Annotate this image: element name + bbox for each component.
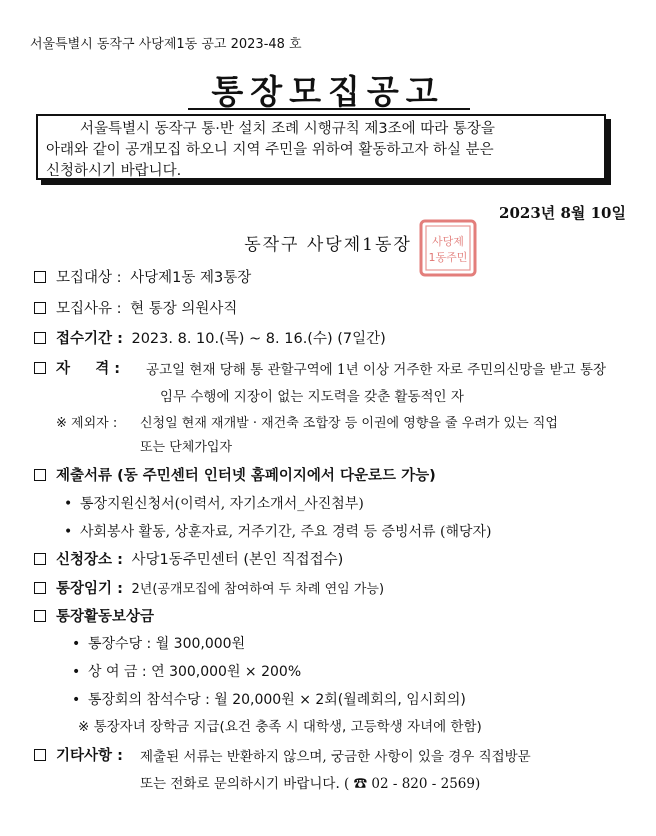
item-qualification [34, 357, 120, 378]
intro-box [36, 114, 606, 180]
checkbox-icon [34, 302, 46, 314]
item-label: 기타사항 : [56, 748, 123, 764]
intro-line: 아래와 같이 공개모집 하오니 지역 주민을 위하여 활동하고자 하실 분은 [46, 142, 494, 158]
item-label: 제출서류 (동 주민센터 인터넷 홈페이지에서 다운로드 가능) [56, 468, 436, 484]
checkbox-icon [34, 749, 46, 761]
item-value: 현 통장 의원사직 [130, 301, 238, 317]
exclusion-line: 신청일 현재 재개발 · 재건축 조합장 등 이권에 영향을 줄 우려가 있는 직업 [140, 416, 558, 431]
document-bullet: • 통장지원신청서(이력서, 자기소개서_사진첨부) [64, 496, 364, 512]
item-label: 통장활동보상금 [56, 609, 155, 625]
title-underline [188, 108, 470, 110]
intro-line: 서울특별시 동작구 통·반 설치 조례 시행규칙 제3조에 따라 통장을 [80, 121, 495, 137]
compensation-note: ※ 통장자녀 장학금 지급(요건 충족 시 대학생, 고등학생 자녀에 한함) [78, 719, 482, 735]
office-name: 동작구 사당제1동장 [244, 235, 412, 255]
svg-text:사당제: 사당제 [432, 235, 464, 248]
etc-line: 제출된 서류는 반환하지 않으며, 궁금한 사항이 있을 경우 직접방문 [140, 749, 531, 765]
item-term [34, 577, 384, 598]
qualification-line: 임무 수행에 지장이 없는 지도력을 갖춘 활동적인 자 [160, 389, 464, 405]
bullet-text: 사회봉사 활동, 상훈자료, 거주기간, 주요 경력 등 증빙서류 (해당자) [80, 524, 492, 540]
page-title: 통장모집공고 [211, 72, 445, 111]
checkbox-icon [34, 582, 46, 594]
compensation-bullet: • 통장회의 참석수당 : 월 20,000원 × 2회(월례회의, 임시회의) [72, 692, 466, 708]
checkbox-icon [34, 610, 46, 622]
item-label: 신청장소 : [56, 552, 123, 568]
document-bullet: • 사회봉사 활동, 상훈자료, 거주기간, 주요 경력 등 증빙서류 (해당자) [64, 524, 492, 540]
compensation-bullet: • 상 여 금 : 연 300,000원 × 200% [72, 664, 302, 680]
intro-line: 신청하시기 바랍니다. [46, 163, 182, 179]
item-period [34, 327, 386, 348]
item-label: 모집대상 : [56, 270, 122, 286]
item-etc [34, 744, 123, 765]
compensation-bullet: • 통장수당 : 월 300,000원 [72, 636, 246, 652]
item-value: 사당1동주민센터 (본인 직접접수) [131, 552, 344, 568]
item-target [34, 266, 251, 287]
exclusion-line: 또는 단체가입자 [140, 440, 233, 455]
bullet-text: 상 여 금 : 연 300,000원 × 200% [88, 664, 302, 680]
checkbox-icon [34, 362, 46, 374]
item-value: 사당제1동 제3통장 [130, 270, 252, 286]
notice-date: 2023년 8월 10일 [499, 204, 626, 222]
exclusion-label: ※ 제외자 : [56, 416, 118, 431]
etc-line: 또는 전화로 문의하시기 바랍니다. ( ☎ 02 - 820 - 2569) [140, 776, 481, 792]
notice-number: 서울특별시 동작구 사당제1동 공고 2023-48 호 [30, 37, 302, 52]
item-compensation [34, 605, 154, 626]
item-reason [34, 297, 237, 318]
checkbox-icon [34, 469, 46, 481]
svg-text:1동주민: 1동주민 [428, 251, 468, 264]
checkbox-icon [34, 553, 46, 565]
item-label: 모집사유 : [56, 301, 122, 317]
bullet-text: 통장회의 참석수당 : 월 20,000원 × 2회(월례회의, 임시회의) [88, 692, 466, 708]
item-documents [34, 464, 436, 485]
qualification-line: 공고일 현재 당해 통 관할구역에 1년 이상 거주한 자로 주민의신망을 받고 통장 [146, 362, 607, 378]
checkbox-icon [34, 332, 46, 344]
item-value: 2년(공개모집에 참여하여 두 차례 연임 가능) [131, 582, 385, 597]
bullet-text: 통장수당 : 월 300,000원 [88, 636, 246, 652]
item-place [34, 548, 343, 569]
bullet-text: 통장지원신청서(이력서, 자기소개서_사진첨부) [80, 496, 364, 512]
item-label: 통장임기 : [56, 581, 123, 597]
item-label: 접수기간 : [56, 331, 123, 347]
item-label: 자 격 : [56, 361, 121, 377]
checkbox-icon [34, 271, 46, 283]
item-value: 2023. 8. 10.(목) ~ 8. 16.(수) (7일간) [131, 331, 386, 347]
